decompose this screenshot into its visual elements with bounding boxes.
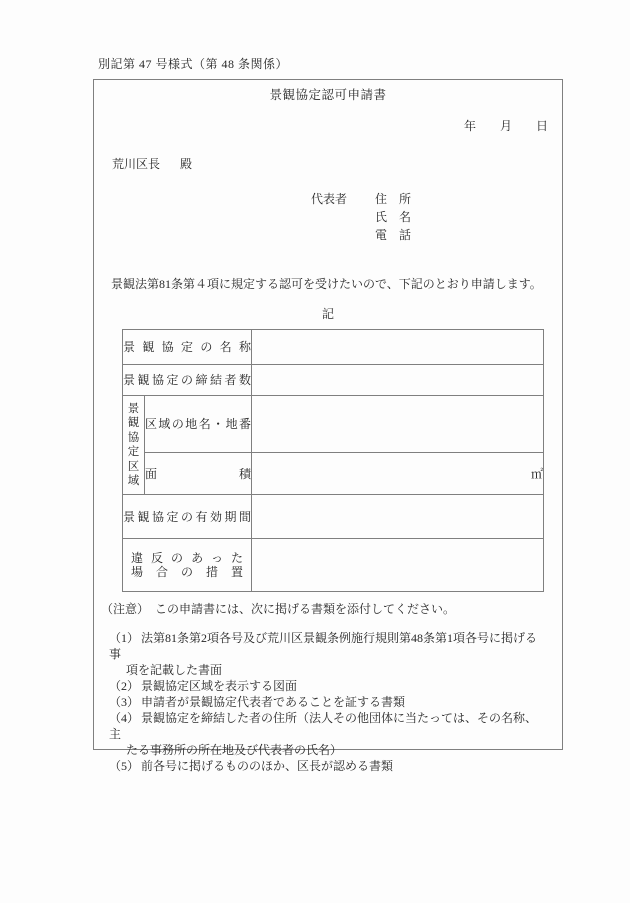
date-line <box>464 119 548 133</box>
item-text: 申請者が景観協定代表者であることを証する書類 <box>141 695 406 709</box>
item-text: 景観協定区域を表示する図面 <box>141 679 298 693</box>
violation-measures-label-line1: 違反のあった <box>131 551 244 565</box>
violation-measures-value-cell <box>252 539 544 592</box>
area-size-label: 面積 <box>145 453 252 495</box>
attachment-list <box>109 630 549 774</box>
notes-label: （注意） <box>101 602 150 616</box>
table-row <box>123 495 544 539</box>
table-row <box>123 539 544 592</box>
district-name-label: 区域の地名・地番 <box>145 396 252 453</box>
table-row <box>123 365 544 396</box>
date-day-label: 日 <box>535 119 548 133</box>
notes-intro-text: この申請書には、次に掲げる書類を添付してください。 <box>155 602 456 616</box>
agreement-area-group-cell <box>123 396 145 495</box>
addressee-name: 荒川区長 <box>112 157 161 171</box>
form-border-box <box>93 79 563 773</box>
application-sentence: 景観法第81条第４項に規定する認可を受けたいので、下記のとおり申請します。 <box>111 277 542 291</box>
item-number: （3） <box>109 695 140 709</box>
item-text: 法第81条第2項各号及び荒川区景観条例施行規則第48条第1項各号に掲げる事 <box>109 631 538 661</box>
table-row <box>123 396 544 453</box>
area-size-value-cell <box>252 453 544 495</box>
table-row <box>123 453 544 495</box>
section-mark: 記 <box>321 307 334 321</box>
item-text: 前各号に掲げるもののほか、区長が認める書類 <box>141 759 394 773</box>
item-number: （1） <box>109 631 140 645</box>
agreement-name-label: 景観協定の名称 <box>123 330 252 365</box>
item-number: （5） <box>109 759 140 773</box>
violation-measures-label-cell <box>123 539 252 592</box>
representative-label: 代表者 <box>311 192 348 206</box>
item-number: （2） <box>109 679 140 693</box>
table-row <box>123 330 544 365</box>
item-text: 景観協定を締結した者の住所（法人その他団体に当たっては、その名称、主 <box>109 711 538 741</box>
agreement-area-group-label: 景観協定区域 <box>127 402 140 487</box>
validity-period-label: 景観協定の有効期間 <box>123 495 252 539</box>
date-year-label: 年 <box>463 119 476 133</box>
representative-fields <box>375 190 411 244</box>
addressee-honorific: 殿 <box>180 157 193 171</box>
list-item <box>109 678 549 694</box>
agreement-name-value-cell <box>252 330 544 365</box>
document-title: 景観協定認可申請書 <box>269 88 387 102</box>
list-item <box>109 630 549 678</box>
validity-period-value-cell <box>252 495 544 539</box>
signatories-count-value-cell <box>252 365 544 396</box>
item-text-continuation: 項を記載した書面 <box>126 663 223 677</box>
list-item <box>109 710 549 758</box>
violation-measures-label-line2: 場合の措置 <box>131 565 244 579</box>
date-month-label: 月 <box>499 119 512 133</box>
square-meter-unit: ㎡ <box>531 466 544 481</box>
notes-intro-line <box>101 602 455 616</box>
representative-block <box>311 190 411 244</box>
list-item <box>109 758 549 774</box>
representative-name-label: 氏 名 <box>375 210 412 224</box>
district-name-value-cell <box>252 396 544 453</box>
application-table <box>122 329 544 592</box>
list-item <box>109 694 549 710</box>
form-reference-label: 別記第 47 号様式（第 48 条関係） <box>98 57 289 71</box>
representative-address-label: 住 所 <box>375 192 412 206</box>
addressee-line <box>112 157 192 171</box>
item-number: （4） <box>109 711 140 725</box>
item-text-continuation: たる事務所の所在地及び代表者の氏名） <box>126 743 343 757</box>
representative-phone-label: 電 話 <box>375 228 412 242</box>
signatories-count-label: 景観協定の締結者数 <box>123 365 252 396</box>
